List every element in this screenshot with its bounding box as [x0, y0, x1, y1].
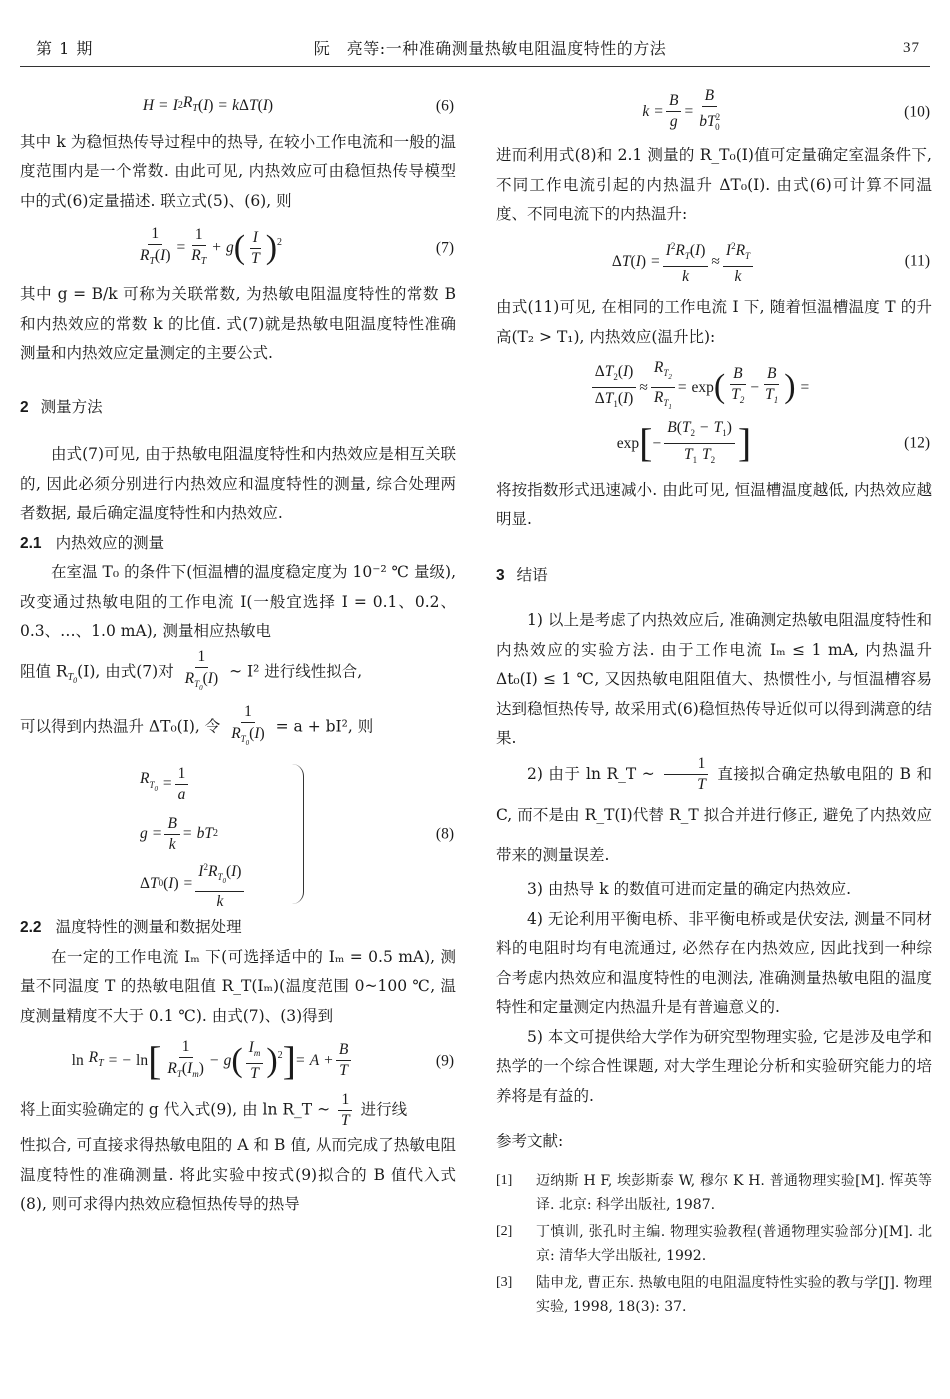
section-title: 结语 [516, 566, 548, 584]
subsection-title: 温度特性的测量和数据处理 [55, 919, 242, 937]
page-number: 37 [903, 40, 920, 56]
paragraph-after-9-cont: 性拟合, 可直接求得热敏电阻的 A 和 B 值, 从而完成了热敏电阻温度特性的准确测量. 将此实验中按式(9)拟合的 B 值代入式(8), 则可求得内热效应稳恒热传导的热导 [20, 1136, 456, 1214]
subsection-number: 2.2 [20, 919, 42, 937]
section-heading [20, 393, 456, 423]
paragraph-after-10: 进而利用式(8)和 2.1 测量的 R_T₀(I)值可定量确定室温条件下, 不同工作电流引起的内热温升 ΔT₀(I). 由式(6)可计算不同温度、不同电流下的内热温升: [496, 146, 932, 224]
reference-text: 丁慎训, 张孔时主编. 物理实验教程(普通物理实验部分)[M]. 北京: 清华大学出版社, 1992. [536, 1223, 932, 1264]
equation-number: (11) [904, 252, 930, 270]
reference-list [496, 1169, 932, 1319]
reference-number: [3] [496, 1274, 513, 1290]
reference-item [496, 1169, 932, 1217]
references-title: 参考文献: [496, 1132, 564, 1151]
issue-label: 第 1 期 [36, 39, 94, 58]
header-rule [20, 66, 930, 67]
left-column [20, 72, 456, 1220]
section-title: 测量方法 [40, 398, 103, 416]
text-fragment: 2) 由于 ln R_T ~ [527, 764, 655, 783]
text-fragment: 阻值 R [20, 662, 68, 681]
equation-number: (9) [435, 1051, 454, 1069]
section-number: 2 [20, 398, 29, 416]
text-fragment: 直接拟合确定热敏电阻的 B 和 C, 而不是由 R_T(I)代替 R_T 拟合并进行修正, 避免了内热效应带来的测量误差. [496, 764, 932, 865]
paragraph-after-12: 将按指数形式迅速减小. 由此可见, 恒温槽温度越低, 内热效应越明显. [496, 480, 932, 529]
equation-6: H = I 2 $R_T$ ( I ) = k Δ T ( I ) (6) [20, 88, 456, 124]
conclusion-5: 5) 本文可提供给大学作为研究型物理实验, 它是涉及电学和热学的一个综合性课题, 对大学生理论分析和实验研究能力的培养将是有益的. [496, 1027, 932, 1105]
equation-10: k = $\frac{B}{g}$ = $\frac{B}{bT^2_0}$ (10) [642, 87, 930, 133]
paragraph-2-1: 在室温 T₀ 的条件下(恒温槽的温度稳定度为 10⁻² ℃ 量级), 改变通过热敏电阻的工作电流 I(一般宜选择 I = 0.1、0.2、0.3、…、1.0 mA), 测量相应热敏电 [20, 563, 456, 641]
reference-number: [2] [496, 1223, 513, 1239]
paragraph-after-9: 将上面实验确定的 g 代入式(9), 由 ln R_T ~ $\frac{1}{T}$ 进行线 [20, 1091, 408, 1130]
equation-number: (6) [435, 97, 454, 115]
conclusion-3: 3) 由热导 k 的数值可进而定量的确定内热效应. [527, 880, 852, 899]
reference-number: [1] [496, 1172, 513, 1188]
subsection-title: 内热效应的测量 [55, 534, 165, 552]
equation-7: $\frac{1}{R_T(I)}$ = $\frac{1}{R_T}$ + g ( $\frac{I}{T}$ ) $^2$ (7) [139, 225, 454, 268]
reference-text: 迈纳斯 H F, 埃彭斯泰 W, 穆尔 K H. 普通物理实验[M]. 恽英等译. 北京: 科学出版社, 1987. [536, 1172, 932, 1213]
conclusion-1: 1) 以上是考虑了内热效应后, 准确测定热敏电阻温度特性和内热效应的实验方法. 由于工作电流 Iₘ ≤ 1 mA, 内热温升 Δt₀(I) ≤ 1 ℃, 又因热敏电阻阻值大、热惯性小, 与恒温槽容易达到稳恒热传导, 故采用式(6)稳恒热传导近似可以得到满意的结果. [496, 611, 932, 748]
reference-item [496, 1271, 932, 1319]
text-fragment: 将上面实验确定的 g 代入式(9), 由 ln R_T ~ [20, 1100, 331, 1119]
brace [289, 764, 304, 904]
reference-item [496, 1220, 932, 1268]
section-number: 3 [496, 566, 505, 584]
running-title: 阮 亮等:一种准确测量热敏电阻温度特性的方法 [313, 39, 667, 58]
right-column [496, 72, 932, 1322]
equation-number: (12) [904, 434, 930, 452]
text-fragment: ~ I² 进行线性拟合, [229, 662, 363, 681]
equation-number: (10) [904, 102, 930, 120]
text-fragment: = a + bI², 则 [275, 717, 374, 736]
equation-number: (7) [435, 239, 454, 257]
section-heading [496, 561, 932, 591]
text-fragment: 进行线 [360, 1100, 408, 1119]
text-fragment: 可以得到内热温升 ΔT₀(I), 令 [20, 717, 221, 736]
subsection-heading [20, 913, 456, 943]
conclusion-2-start: 2) 由于 ln R_T ~ $\frac{1}{T}$ 直接拟合确定热敏电阻的 B 和 C, 而不是由 R_T(I)代替 R_T 拟合并进行修正, 避免了内热效应带来的测量误差. [496, 755, 932, 865]
paragraph-g-definition: 其中 g = B/k 可称为关联常数, 为热敏电阻温度特性的常数 B 和内热效应的常数 k 的比值. 式(7)就是热敏电阻温度特性准确测量和内热效应定量测定的主要公式. [20, 285, 456, 363]
subsection-heading [20, 529, 456, 559]
paragraph-k-definition: 其中 k 为稳恒热传导过程中的热导, 在较小工作电流和一般的温度范围内是一个常数. 由此可见, 内热效应可由稳恒热传导模型中的式(6)定量描述. 联立式(5)、(6), 则 [20, 132, 456, 210]
conclusion-4: 4) 无论利用平衡电桥、非平衡电桥或是伏安法, 测量不同材料的电阻时均有电流通过, 必然存在内热效应, 因此找到一种综合考虑内热效应和温度特性的电测法, 准确测量热敏电阻的温度特性和定量测定内热温升是有普遍意义的. [496, 909, 932, 1017]
equation-12-cont: exp [ − $\frac{B(T_2 - T_1)}{T_1 T_2}$ ] (12) [616, 418, 930, 466]
equation-9: ln $R_T$ = − ln [ $\frac{1}{R_T(I_m)}$ − g ( $\frac{I_m}{T}$ ) $^2$ ] = A + $\frac{B}{T}$ (9) [71, 1037, 454, 1083]
reference-text: 陆申龙, 曹正东. 热敏电阻的电阻温度特性实验的教与学[J]. 物理实验, 1998, 18(3): 37. [536, 1274, 932, 1315]
equation-12: $\frac{\Delta T_2(I)}{\Delta T_1(I)}$ ≈ $\frac{R_{T_2}}{R_{T_1}}$ = exp ( $\frac{B}{T_2}$ − $\frac{B}{T_1}$ ) = [496, 358, 932, 417]
paragraph-2-1-fit: 阻值 $R_{T_0}(I)$, 由式(7)对 $\frac{1}{R_{T_0}(I)}$ ~ I² 进行线性拟合, [20, 647, 363, 692]
subsection-number: 2.1 [20, 534, 42, 552]
paragraph-2-1-let: 可以得到内热温升 ΔT₀(I), 令 $\frac{1}{R_{T_0}(I)}$ = a + bI², 则 [20, 703, 374, 748]
paragraph-after-11: 由式(11)可见, 在相同的工作电流 I 下, 随着恒温槽温度 T 的升高(T₂ > T₁), 内热效应(温升比): [496, 298, 932, 346]
equation-number: (8) [435, 825, 454, 843]
text-fragment: (I), 由式(7)对 [77, 662, 174, 681]
equation-8-system: $R_{T_0}$ = $\frac{1}{a}$ g = $\frac{B}{k}$ = bT 2 Δ T 0 ( I ) = $\frac{I^2R_{T_0}(I)}{k}$ (8) [140, 764, 454, 910]
equation-11: Δ T ( I ) = $\frac{I^2R_T(I)}{k}$ ≈ $\frac{I^2R_T}{k}$ (11) [496, 236, 932, 287]
paragraph-section-2: 由式(7)可见, 由于热敏电阻温度特性和内热效应是相互关联的, 因此必须分别进行内热效应和温度特性的测量, 综合处理两者数据, 最后确定温度特性和内热效应. [20, 445, 456, 523]
paragraph-2-2: 在一定的工作电流 Iₘ 下(可选择适中的 Iₘ = 0.5 mA), 测量不同温度 T 的热敏电阻值 R_T(Iₘ)(温度范围 0~100 ℃, 温度测量精度不大于 0.1 ℃). 由式(7)、(3)得到 [20, 947, 456, 1025]
